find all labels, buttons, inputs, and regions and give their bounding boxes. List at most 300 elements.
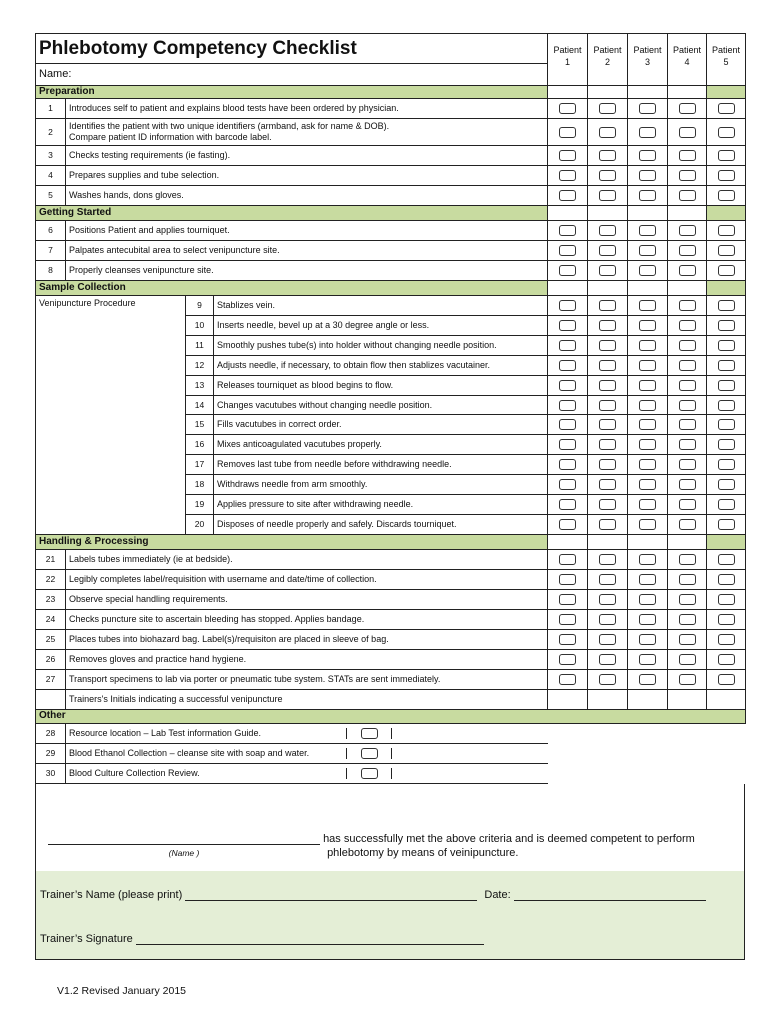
trainer-name-line[interactable]: [185, 888, 477, 901]
item-number: 15: [186, 415, 214, 435]
checkbox-item-21-patient-4[interactable]: [679, 554, 696, 565]
checklist-row: [36, 296, 746, 316]
item-text: Transport specimens to lab via porter or pneumatic tube system. STATs are sent immediately.: [66, 669, 548, 689]
section-header-preparation: Preparation: [36, 86, 548, 99]
checkbox-item-11-patient-1[interactable]: [559, 340, 576, 351]
checkbox-item-17-patient-3[interactable]: [639, 459, 656, 470]
section-spacer: [588, 86, 628, 99]
checkbox-item-8-patient-2[interactable]: [599, 265, 616, 276]
checkbox-item-9-patient-1[interactable]: [559, 300, 576, 311]
checkbox-item-16-patient-1-cell: [548, 435, 588, 455]
section-spacer: [548, 86, 588, 99]
checkbox-item-15-patient-1[interactable]: [559, 419, 576, 430]
checkbox-item-19-patient-5[interactable]: [718, 499, 735, 510]
version-footer: V1.2 Revised January 2015: [57, 985, 186, 997]
patient-header-5: Patient 5: [707, 34, 746, 86]
checkbox-item-20-patient-1[interactable]: [559, 519, 576, 530]
checkbox-item-13-patient-3-cell: [628, 375, 668, 395]
checkbox-item-11-patient-4[interactable]: [679, 340, 696, 351]
item-text: Removes last tube from needle before withdrawing needle.: [214, 455, 548, 475]
checkbox-item-9-patient-1-cell: [548, 296, 588, 316]
checkbox-item-4-patient-2-cell: [588, 166, 628, 186]
checkbox-item-24-patient-5-cell: [707, 609, 746, 629]
checkbox-item-17-patient-1[interactable]: [559, 459, 576, 470]
checkbox-item-25-patient-2-cell: [588, 629, 628, 649]
checkbox-item-6-patient-5[interactable]: [718, 225, 735, 236]
empty-cell: [36, 689, 66, 709]
checkbox-item-10-patient-2[interactable]: [599, 320, 616, 331]
checkbox-item-15-patient-1-cell: [548, 415, 588, 435]
checkbox-item-15-patient-3[interactable]: [639, 419, 656, 430]
checkbox-item-26-patient-1-cell: [548, 649, 588, 669]
checkbox-item-4-patient-3[interactable]: [639, 170, 656, 181]
checkbox-item-19-patient-4[interactable]: [679, 499, 696, 510]
checkbox-item-17-patient-5[interactable]: [718, 459, 735, 470]
checkbox-item-10-patient-3[interactable]: [639, 320, 656, 331]
checkbox-item-19-patient-2[interactable]: [599, 499, 616, 510]
checkbox-item-17-patient-3-cell: [628, 455, 668, 475]
checkbox-item-20-patient-4[interactable]: [679, 519, 696, 530]
checkbox-item-1-patient-1-cell: [548, 99, 588, 119]
checkbox-item-23-patient-4[interactable]: [679, 594, 696, 605]
item-number: 26: [36, 649, 66, 669]
item-number: 5: [36, 186, 66, 206]
checkbox-item-26-patient-2[interactable]: [599, 654, 616, 665]
checkbox-item-3-patient-1[interactable]: [559, 150, 576, 161]
item-text: Changes vacutubes without changing needle position.: [214, 395, 548, 415]
checkbox-item-21-patient-3[interactable]: [639, 554, 656, 565]
checkbox-item-11-patient-4-cell: [668, 335, 707, 355]
checkbox-item-5-patient-5[interactable]: [718, 190, 735, 201]
checkbox-item-29[interactable]: [361, 748, 378, 759]
checkbox-item-1-patient-4-cell: [668, 99, 707, 119]
checkbox-item-5-patient-4-cell: [668, 186, 707, 206]
checkbox-item-2-patient-3-cell: [628, 119, 668, 146]
item-text-line: Identifies the patient with two unique identifiers (armband, ask for name & DOB).: [69, 121, 390, 131]
checkbox-item-24-patient-3[interactable]: [639, 614, 656, 625]
checkbox-item-8-patient-5[interactable]: [718, 265, 735, 276]
checkbox-item-25-patient-4-cell: [668, 629, 707, 649]
checkbox-item-26-patient-1[interactable]: [559, 654, 576, 665]
checkbox-item-9-patient-2[interactable]: [599, 300, 616, 311]
checkbox-item-13-patient-5[interactable]: [718, 380, 735, 391]
checkbox-item-6-patient-1-cell: [548, 221, 588, 241]
checkbox-item-20-patient-5-cell: [707, 514, 746, 534]
checkbox-item-17-patient-2[interactable]: [599, 459, 616, 470]
checkbox-item-15-patient-2-cell: [588, 415, 628, 435]
checkbox-item-7-patient-5[interactable]: [718, 245, 735, 256]
checklist-row: [36, 669, 746, 689]
item-text: Adjusts needle, if necessary, to obtain flow then stablizes vacutainer.: [214, 355, 548, 375]
checkbox-item-24-patient-4-cell: [668, 609, 707, 629]
checkbox-item-3-patient-2[interactable]: [599, 150, 616, 161]
item-text: Introduces self to patient and explains blood tests have been ordered by physician.: [66, 99, 548, 119]
item-number: 23: [36, 589, 66, 609]
checkbox-item-12-patient-5[interactable]: [718, 360, 735, 371]
trainer-signature-area: [36, 871, 744, 959]
checkbox-item-12-patient-4-cell: [668, 355, 707, 375]
checkbox-item-4-patient-4-cell: [668, 166, 707, 186]
checkbox-item-15-patient-4-cell: [668, 415, 707, 435]
checkbox-item-27-patient-3[interactable]: [639, 674, 656, 685]
checkbox-item-11-patient-2-cell: [588, 335, 628, 355]
checkbox-item-10-patient-4-cell: [668, 316, 707, 336]
checkbox-item-13-patient-1[interactable]: [559, 380, 576, 391]
trainee-name-line[interactable]: [48, 832, 320, 845]
patient-header-1: Patient 1: [548, 34, 588, 86]
checkbox-item-11-patient-5[interactable]: [718, 340, 735, 351]
checkbox-item-25-patient-5[interactable]: [718, 634, 735, 645]
checkbox-item-18-patient-4[interactable]: [679, 479, 696, 490]
checkbox-item-12-patient-3[interactable]: [639, 360, 656, 371]
checkbox-item-10-patient-5-cell: [707, 316, 746, 336]
checkbox-item-21-patient-2[interactable]: [599, 554, 616, 565]
checkbox-item-14-patient-2[interactable]: [599, 400, 616, 411]
checkbox-item-21-patient-2-cell: [588, 549, 628, 569]
checkbox-item-22-patient-2[interactable]: [599, 574, 616, 585]
trainer-initials-patient-5[interactable]: [707, 689, 746, 709]
section-header-handling: Handling & Processing: [36, 534, 548, 549]
checkbox-item-14-patient-5-cell: [707, 395, 746, 415]
item-text: Prepares supplies and tube selection.: [66, 166, 548, 186]
checkbox-item-7-patient-1-cell: [548, 241, 588, 261]
checkbox-item-1-patient-3[interactable]: [639, 103, 656, 114]
section-spacer: [668, 206, 707, 221]
checkbox-item-16-patient-4[interactable]: [679, 439, 696, 450]
section-header-other: Other: [36, 709, 746, 723]
checkbox-item-7-patient-2-cell: [588, 241, 628, 261]
checkbox-item-2-patient-1-cell: [548, 119, 588, 146]
checklist-row: [36, 629, 746, 649]
checkbox-item-14-patient-3[interactable]: [639, 400, 656, 411]
item-text: Observe special handling requirements.: [66, 589, 548, 609]
checkbox-item-3-patient-5[interactable]: [718, 150, 735, 161]
checkbox-item-7-patient-1[interactable]: [559, 245, 576, 256]
trainer-initials-label: Trainers's Initials indicating a successful venipuncture: [66, 689, 548, 709]
checkbox-item-1-patient-5[interactable]: [718, 103, 735, 114]
patient-header-2: Patient 2: [588, 34, 628, 86]
checkbox-item-27-patient-2[interactable]: [599, 674, 616, 685]
item-text: Withdraws needle from arm smoothly.: [214, 475, 548, 495]
checkbox-item-3-patient-4-cell: [668, 146, 707, 166]
checkbox-item-17-patient-4-cell: [668, 455, 707, 475]
checkbox-item-12-patient-1-cell: [548, 355, 588, 375]
checkbox-item-8-patient-3-cell: [628, 261, 668, 281]
item-text: Releases tourniquet as blood begins to flow.: [214, 375, 548, 395]
checkbox-item-19-patient-4-cell: [668, 495, 707, 515]
checkbox-item-13-patient-4[interactable]: [679, 380, 696, 391]
checkbox-item-1-patient-5-cell: [707, 99, 746, 119]
checkbox-item-9-patient-5[interactable]: [718, 300, 735, 311]
checkbox-item-4-patient-3-cell: [628, 166, 668, 186]
trainer-signature-line[interactable]: [136, 932, 484, 945]
checkbox-item-18-patient-5[interactable]: [718, 479, 735, 490]
checkbox-item-19-patient-1[interactable]: [559, 499, 576, 510]
item-text: Positions Patient and applies tourniquet.: [66, 221, 548, 241]
checkbox-item-16-patient-3[interactable]: [639, 439, 656, 450]
checkbox-item-22-patient-3[interactable]: [639, 574, 656, 585]
checkbox-item-20-patient-1-cell: [548, 514, 588, 534]
checkbox-item-25-patient-4[interactable]: [679, 634, 696, 645]
checkbox-item-22-patient-1-cell: [548, 569, 588, 589]
checkbox-item-1-patient-3-cell: [628, 99, 668, 119]
item-number: 11: [186, 335, 214, 355]
checkbox-item-28[interactable]: [361, 728, 378, 739]
checkbox-item-11-patient-2[interactable]: [599, 340, 616, 351]
checkbox-item-23-patient-3[interactable]: [639, 594, 656, 605]
checkbox-item-5-patient-1[interactable]: [559, 190, 576, 201]
checkbox-item-23-patient-5[interactable]: [718, 594, 735, 605]
checkbox-item-10-patient-4[interactable]: [679, 320, 696, 331]
checkbox-item-20-patient-3[interactable]: [639, 519, 656, 530]
checkbox-item-21-patient-1-cell: [548, 549, 588, 569]
section-spacer: [628, 206, 668, 221]
checkbox-item-21-patient-1[interactable]: [559, 554, 576, 565]
checkbox-item-9-patient-3[interactable]: [639, 300, 656, 311]
checkbox-item-20-patient-2[interactable]: [599, 519, 616, 530]
checkbox-item-25-patient-1[interactable]: [559, 634, 576, 645]
patient-header-3: Patient 3: [628, 34, 668, 86]
checkbox-item-22-patient-1[interactable]: [559, 574, 576, 585]
checkbox-item-20-patient-5[interactable]: [718, 519, 735, 530]
checkbox-item-7-patient-4-cell: [668, 241, 707, 261]
checkbox-item-22-patient-4[interactable]: [679, 574, 696, 585]
venipuncture-procedure-label: Venipuncture Procedure: [36, 296, 186, 535]
checkbox-item-14-patient-1[interactable]: [559, 400, 576, 411]
checkbox-item-2-patient-2[interactable]: [599, 127, 616, 138]
checkbox-item-27-patient-1[interactable]: [559, 674, 576, 685]
checkbox-item-19-patient-1-cell: [548, 495, 588, 515]
section-spacer: [548, 534, 588, 549]
checkbox-item-26-patient-4-cell: [668, 649, 707, 669]
checkbox-item-24-patient-4[interactable]: [679, 614, 696, 625]
checkbox-item-3-patient-2-cell: [588, 146, 628, 166]
checkbox-item-21-patient-5[interactable]: [718, 554, 735, 565]
checkbox-item-9-patient-5-cell: [707, 296, 746, 316]
checkbox-item-15-patient-2[interactable]: [599, 419, 616, 430]
checkbox-item-15-patient-5[interactable]: [718, 419, 735, 430]
checkbox-item-27-patient-4-cell: [668, 669, 707, 689]
checkbox-item-9-patient-2-cell: [588, 296, 628, 316]
checkbox-item-3-patient-4[interactable]: [679, 150, 696, 161]
date-label: Date:: [484, 888, 511, 901]
section-header-getting_started: Getting Started: [36, 206, 548, 221]
trainer-initials-patient-4[interactable]: [668, 689, 707, 709]
checkbox-item-27-patient-4[interactable]: [679, 674, 696, 685]
checkbox-item-4-patient-2[interactable]: [599, 170, 616, 181]
checkbox-item-12-patient-1[interactable]: [559, 360, 576, 371]
checkbox-item-9-patient-4[interactable]: [679, 300, 696, 311]
checkbox-item-8-patient-1[interactable]: [559, 265, 576, 276]
checkbox-item-11-patient-3[interactable]: [639, 340, 656, 351]
checkbox-item-12-patient-3-cell: [628, 355, 668, 375]
checkbox-item-30[interactable]: [361, 768, 378, 779]
checkbox-item-16-patient-4-cell: [668, 435, 707, 455]
checkbox-item-13-patient-2[interactable]: [599, 380, 616, 391]
checklist-row: [36, 569, 746, 589]
checkbox-item-7-patient-3-cell: [628, 241, 668, 261]
checkbox-item-14-patient-5[interactable]: [718, 400, 735, 411]
checkbox-item-7-patient-3[interactable]: [639, 245, 656, 256]
checkbox-item-23-patient-1[interactable]: [559, 594, 576, 605]
trainer-initials-patient-2[interactable]: [588, 689, 628, 709]
checkbox-item-3-patient-5-cell: [707, 146, 746, 166]
checkbox-item-2-patient-5[interactable]: [718, 127, 735, 138]
other-checkbox-cell: [347, 768, 392, 779]
checkbox-item-2-patient-3[interactable]: [639, 127, 656, 138]
checkbox-item-12-patient-2[interactable]: [599, 360, 616, 371]
checkbox-item-3-patient-3[interactable]: [639, 150, 656, 161]
other-checkbox-cell: [347, 748, 392, 759]
item-text: Legibly completes label/requisition with username and date/time of collection.: [66, 569, 548, 589]
checkbox-item-27-patient-5[interactable]: [718, 674, 735, 685]
checkbox-item-2-patient-4[interactable]: [679, 127, 696, 138]
trainee-name-field[interactable]: Name:: [36, 64, 548, 86]
checkbox-item-4-patient-5[interactable]: [718, 170, 735, 181]
checkbox-item-6-patient-2[interactable]: [599, 225, 616, 236]
checkbox-item-21-patient-4-cell: [668, 549, 707, 569]
checkbox-item-8-patient-3[interactable]: [639, 265, 656, 276]
checkbox-item-16-patient-1[interactable]: [559, 439, 576, 450]
checkbox-item-22-patient-5[interactable]: [718, 574, 735, 585]
item-text: Smoothly pushes tube(s) into holder without changing needle position.: [214, 335, 548, 355]
other-item-text: Blood Culture Collection Review.: [66, 768, 347, 779]
checklist-row: [36, 549, 746, 569]
checkbox-item-27-patient-2-cell: [588, 669, 628, 689]
checkbox-item-24-patient-2-cell: [588, 609, 628, 629]
section-spacer: [588, 534, 628, 549]
checkbox-item-26-patient-4[interactable]: [679, 654, 696, 665]
other-item-text: Resource location – Lab Test information Guide.: [66, 728, 347, 739]
checkbox-item-12-patient-4[interactable]: [679, 360, 696, 371]
item-number: 3: [36, 146, 66, 166]
checkbox-item-13-patient-2-cell: [588, 375, 628, 395]
checkbox-item-5-patient-2-cell: [588, 186, 628, 206]
item-text: Checks testing requirements (ie fasting).: [66, 146, 548, 166]
checkbox-item-25-patient-3-cell: [628, 629, 668, 649]
section-spacer: [628, 281, 668, 296]
checkbox-item-26-patient-5[interactable]: [718, 654, 735, 665]
checkbox-item-21-patient-5-cell: [707, 549, 746, 569]
trainer-initials-patient-3[interactable]: [628, 689, 668, 709]
name-caption: (Name ): [168, 847, 200, 858]
checkbox-item-6-patient-3-cell: [628, 221, 668, 241]
checkbox-item-17-patient-1-cell: [548, 455, 588, 475]
checkbox-item-18-patient-1[interactable]: [559, 479, 576, 490]
checkbox-item-25-patient-1-cell: [548, 629, 588, 649]
item-number: 9: [186, 296, 214, 316]
empty-cell: [548, 763, 746, 783]
checkbox-item-10-patient-1[interactable]: [559, 320, 576, 331]
checkbox-item-15-patient-4[interactable]: [679, 419, 696, 430]
checkbox-item-24-patient-1[interactable]: [559, 614, 576, 625]
checkbox-item-7-patient-2[interactable]: [599, 245, 616, 256]
checkbox-item-16-patient-5[interactable]: [718, 439, 735, 450]
checklist-row: [36, 763, 746, 783]
checkbox-item-5-patient-5-cell: [707, 186, 746, 206]
checkbox-item-13-patient-1-cell: [548, 375, 588, 395]
checkbox-item-15-patient-3-cell: [628, 415, 668, 435]
trainer-initials-patient-1[interactable]: [548, 689, 588, 709]
date-line[interactable]: [514, 888, 706, 901]
checkbox-item-6-patient-4[interactable]: [679, 225, 696, 236]
item-number: 7: [36, 241, 66, 261]
checkbox-item-5-patient-4[interactable]: [679, 190, 696, 201]
checkbox-item-17-patient-2-cell: [588, 455, 628, 475]
checkbox-item-24-patient-3-cell: [628, 609, 668, 629]
checkbox-item-4-patient-4[interactable]: [679, 170, 696, 181]
checkbox-item-24-patient-5[interactable]: [718, 614, 735, 625]
trainer-initials-row: [36, 689, 746, 709]
checkbox-item-6-patient-3[interactable]: [639, 225, 656, 236]
checkbox-item-13-patient-3[interactable]: [639, 380, 656, 391]
section-spacer: [588, 281, 628, 296]
checkbox-item-13-patient-4-cell: [668, 375, 707, 395]
checkbox-item-18-patient-3[interactable]: [639, 479, 656, 490]
checklist-row: [36, 146, 746, 166]
checkbox-item-14-patient-3-cell: [628, 395, 668, 415]
checkbox-item-2-patient-5-cell: [707, 119, 746, 146]
checkbox-item-6-patient-1[interactable]: [559, 225, 576, 236]
checkbox-item-25-patient-2[interactable]: [599, 634, 616, 645]
item-text: Disposes of needle properly and safely. Discards tourniquet.: [214, 514, 548, 534]
checkbox-item-14-patient-4[interactable]: [679, 400, 696, 411]
checkbox-item-24-patient-2[interactable]: [599, 614, 616, 625]
checkbox-item-6-patient-4-cell: [668, 221, 707, 241]
checkbox-item-5-patient-3-cell: [628, 186, 668, 206]
checkbox-item-16-patient-2[interactable]: [599, 439, 616, 450]
item-number: 19: [186, 495, 214, 515]
item-text: Labels tubes immediately (ie at bedside).: [66, 549, 548, 569]
checkbox-item-22-patient-2-cell: [588, 569, 628, 589]
checkbox-item-1-patient-2[interactable]: [599, 103, 616, 114]
checkbox-item-8-patient-4[interactable]: [679, 265, 696, 276]
checkbox-item-17-patient-4[interactable]: [679, 459, 696, 470]
competency-statement: has successfully met the above criteria and is deemed competent to perform (Name ) phlebotomy by means of veinipuncture.: [48, 832, 738, 859]
checkbox-item-25-patient-3[interactable]: [639, 634, 656, 645]
checklist-row: [36, 221, 746, 241]
checkbox-item-15-patient-5-cell: [707, 415, 746, 435]
checkbox-item-2-patient-1[interactable]: [559, 127, 576, 138]
checkbox-item-16-patient-3-cell: [628, 435, 668, 455]
checkbox-item-18-patient-1-cell: [548, 475, 588, 495]
section-spacer: [707, 534, 746, 549]
checkbox-item-5-patient-3[interactable]: [639, 190, 656, 201]
section-spacer: [628, 86, 668, 99]
checkbox-item-5-patient-2[interactable]: [599, 190, 616, 201]
checkbox-item-6-patient-2-cell: [588, 221, 628, 241]
checkbox-item-10-patient-5[interactable]: [718, 320, 735, 331]
item-number: 4: [36, 166, 66, 186]
checkbox-item-7-patient-4[interactable]: [679, 245, 696, 256]
item-number: 2: [36, 119, 66, 146]
checkbox-item-23-patient-3-cell: [628, 589, 668, 609]
checkbox-item-23-patient-5-cell: [707, 589, 746, 609]
checkbox-item-18-patient-2[interactable]: [599, 479, 616, 490]
checkbox-item-1-patient-1[interactable]: [559, 103, 576, 114]
checkbox-item-19-patient-3[interactable]: [639, 499, 656, 510]
checkbox-item-1-patient-4[interactable]: [679, 103, 696, 114]
checklist-row: [36, 723, 746, 743]
checkbox-item-4-patient-1[interactable]: [559, 170, 576, 181]
checkbox-item-3-patient-1-cell: [548, 146, 588, 166]
checkbox-item-26-patient-3[interactable]: [639, 654, 656, 665]
checkbox-item-3-patient-3-cell: [628, 146, 668, 166]
checkbox-item-22-patient-3-cell: [628, 569, 668, 589]
checkbox-item-8-patient-2-cell: [588, 261, 628, 281]
checkbox-item-23-patient-2[interactable]: [599, 594, 616, 605]
trainer-signature-label: Trainer’s Signature: [40, 932, 133, 945]
